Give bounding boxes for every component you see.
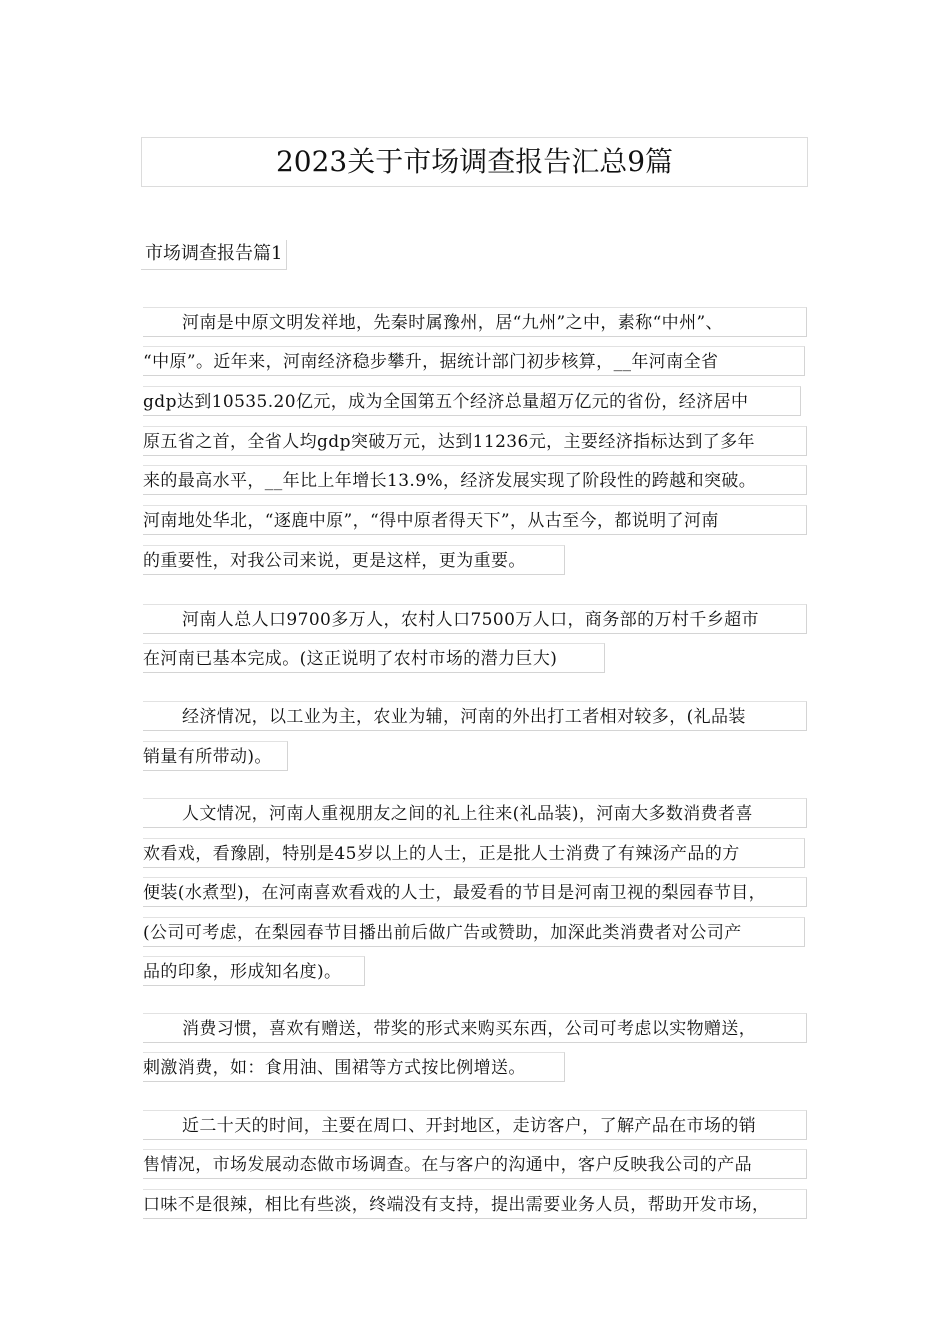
paragraph-line: 经济情况，以工业为主，农业为辅，河南的外出打工者相对较多，(礼品装 (143, 701, 807, 731)
paragraph-line: 的重要性，对我公司来说，更是这样，更为重要。 (143, 545, 565, 575)
paragraph-line: 品的印象，形成知名度)。 (143, 956, 365, 986)
paragraph-line: (公司可考虑，在梨园春节目播出前后做广告或赞助，加深此类消费者对公司产 (143, 917, 805, 947)
paragraph-line: 河南是中原文明发祥地，先秦时属豫州，居“九州”之中，素称“中州”、 (143, 307, 807, 337)
paragraph-line: “中原”。近年来，河南经济稳步攀升，据统计部门初步核算，__年河南全省 (143, 346, 805, 376)
paragraph-line: 销量有所带动)。 (143, 741, 288, 771)
paragraph-line: 欢看戏，看豫剧，特别是45岁以上的人士，正是批人士消费了有辣汤产品的方 (143, 838, 805, 868)
paragraph-line: 河南人总人口9700多万人，农村人口7500万人口，商务部的万村千乡超市 (143, 604, 807, 634)
paragraph-line: 原五省之首，全省人均gdp突破万元，达到11236元，主要经济指标达到了多年 (143, 426, 807, 456)
paragraph-line: 河南地处华北，“逐鹿中原”，“得中原者得天下”，从古至今，都说明了河南 (143, 505, 807, 535)
paragraph-line: 近二十天的时间，主要在周口、开封地区，走访客户，了解产品在市场的销 (143, 1110, 807, 1140)
paragraph-line: 人文情况，河南人重视朋友之间的礼上往来(礼品装)，河南大多数消费者喜 (143, 798, 807, 828)
paragraph-line: 售情况，市场发展动态做市场调查。在与客户的沟通中，客户反映我公司的产品 (143, 1149, 807, 1179)
paragraph-line: 在河南已基本完成。(这正说明了农村市场的潜力巨大) (143, 643, 605, 673)
paragraph-line: 便装(水煮型)，在河南喜欢看戏的人士，最爱看的节目是河南卫视的梨园春节目， (143, 877, 807, 907)
paragraph-line: 消费习惯，喜欢有赠送，带奖的形式来购买东西，公司可考虑以实物赠送， (143, 1013, 807, 1043)
document-title: 2023关于市场调查报告汇总9篇 (141, 137, 808, 187)
paragraph-line: 刺激消费，如：食用油、围裙等方式按比例增送。 (143, 1052, 565, 1082)
paragraph-line: 口味不是很辣，相比有些淡，终端没有支持，提出需要业务人员，帮助开发市场， (143, 1189, 807, 1219)
paragraph-line: 来的最高水平，__年比上年增长13.9%，经济发展实现了阶段性的跨越和突破。 (143, 465, 807, 495)
paragraph-line: gdp达到10535.20亿元，成为全国第五个经济总量超万亿元的省份，经济居中 (143, 386, 801, 416)
section-heading: 市场调查报告篇1 (141, 240, 287, 270)
